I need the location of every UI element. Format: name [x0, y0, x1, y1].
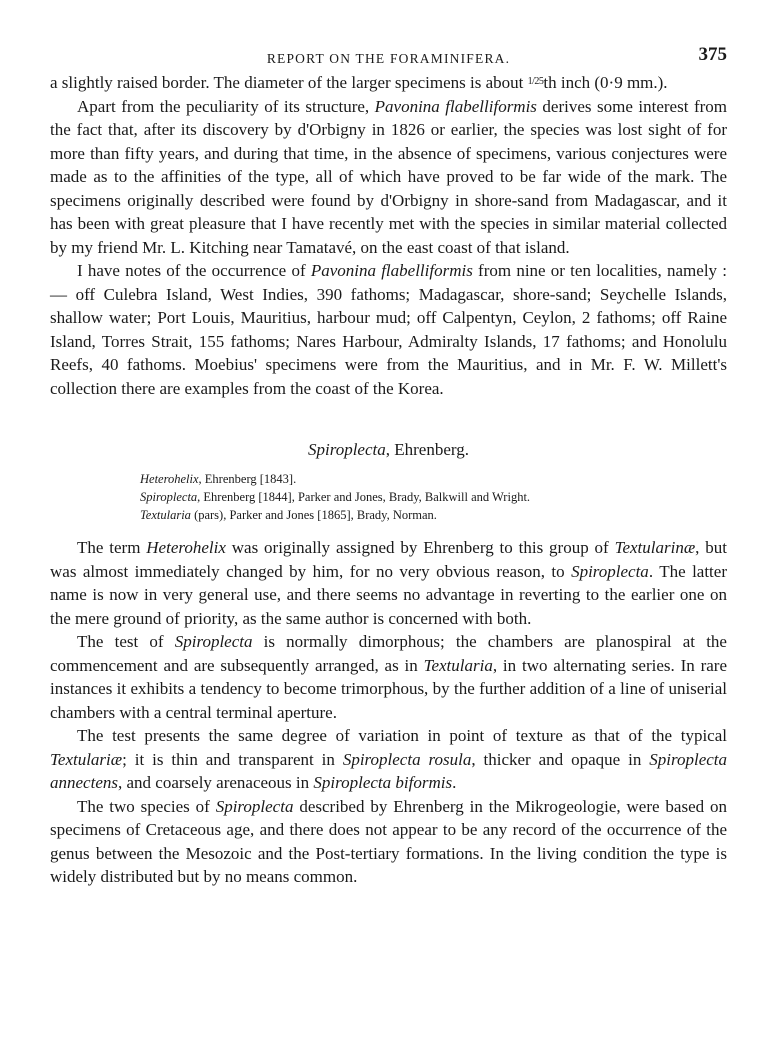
- paragraph-2: Apart from the peculiarity of its structure, Pavonina flabelliformis derives some interest from the fact that, after its discovery by d'Orbigny in 1826 or earlier, the species was lost sight of for more than fifty years, and during that time, in the absence of specimens, various conjectures were made as to the affinities of the type, all of which have proved to be far wide of the mark. The specimens originally described were found by d'Orbigny in shore-sand from Madagascar, and it has been with great pleasure that I have recently met with the species in similar material collected by my friend Mr. L. Kitching near Tamatavé, on the east coast of that island.: [50, 96, 727, 257]
- synonymy-entry: Textularia (pars), Parker and Jones [1865], Brady, Norman.: [140, 508, 437, 522]
- running-title: REPORT ON THE FORAMINIFERA.: [266, 51, 511, 66]
- taxon-name: Pavonina flabelliformis: [310, 261, 473, 280]
- genus-name: Spiroplecta: [308, 440, 386, 459]
- paragraph-6: The test presents the same degree of variation in point of texture as that of the typical Textulariæ; it is thin and transparent in Spiroplecta rosula, thicker and opaque in Spiroplecta annectens, and coarsely arenaceous in Spiroplecta biformis.: [50, 726, 728, 792]
- page: [50, 42, 727, 889]
- paragraph-4: The term Heterohelix was originally assigned by Ehrenberg to this group of Textularinæ, but was almost immediately changed by him, for no very obvious reason, to Spiroplecta. The latter name is now in very general use, and there seems no advantage in reverting to the earlier one on the mere ground of priority, as the same author is concerned with both.: [50, 538, 727, 628]
- synonymy-entry: Spiroplecta, Ehrenberg [1844], Parker and Jones, Brady, Balkwill and Wright.: [140, 490, 531, 504]
- page-header: [50, 42, 727, 70]
- page-number: 375: [698, 44, 727, 65]
- synonymy-list: [140, 470, 727, 524]
- paragraph-3: I have notes of the occurrence of Pavonina flabelliformis from nine or ten localities, namely :— off Culebra Island, West Indies, 390 fathoms; Madagascar, shore-sand; Seychelle Islands, shallow water; Port Louis, Mauritius, harbour mud; off Calpentyn, Ceylon, 2 fathoms; off Raine Island, Torres Strait, 155 fathoms; Nares Harbour, Admiralty Islands, 17 fathoms; and Honolulu Reefs, 40 fathoms. Moebius' specimens were from the Mauritius, and in Mr. F. W. Millett's collection there are examples from the coast of the Korea.: [50, 261, 727, 398]
- paragraph-7: The two species of Spiroplecta described by Ehrenberg in the Mikrogeologie, were based on specimens of Cretaceous age, and there does not appear to be any record of the occurrence of the genus between the Mesozoic and the Post-tertiary formations. In the living condition the type is widely distributed but by no means common.: [50, 796, 728, 886]
- taxon-name: Pavonina flabelliformis: [374, 96, 537, 116]
- fraction: 1/25: [527, 76, 544, 87]
- section-heading: [50, 440, 727, 460]
- paragraph-5: The test of Spiroplecta is normally dimorphous; the chambers are planospiral at the commencement and are subsequently arranged, as in Textularia, in two alternating series. In rare instances it exhibits a tendency to become trimorphous, by the further addition of a line of uniserial chambers with a central terminal aperture.: [50, 632, 727, 722]
- genus-author: , Ehrenberg.: [385, 440, 469, 459]
- synonymy-entry: Heterohelix, Ehrenberg [1843].: [140, 472, 297, 486]
- paragraph-1: a slightly raised border. The diameter of the larger specimens is about $^{1/25}$th inch (0·9 mm.).: [50, 73, 668, 92]
